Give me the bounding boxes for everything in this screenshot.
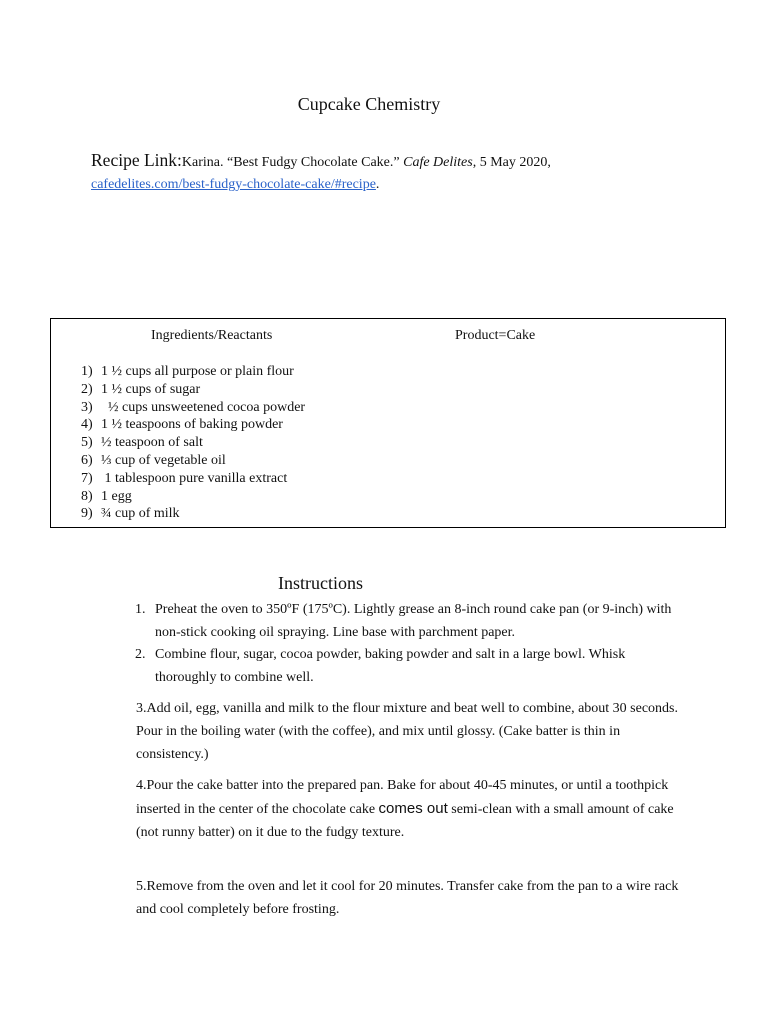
- ingredient-text: 1 ½ cups all purpose or plain flour: [101, 364, 294, 379]
- step-4-text-c: semi-clean with a small amount of cake (not runny batter) on it due to the fudgy texture.: [136, 802, 674, 840]
- instruction-step-3: 3.Add oil, egg, vanilla and milk to the flour mixture and beat well to combine, about 30 seconds. Pour in the boiling water (with the coffee), and mix until glossy. (Cake batter is thin in consistency.): [136, 701, 678, 762]
- ingredients-header: Ingredients/Reactants: [151, 328, 273, 343]
- ingredient-text: 1 tablespoon pure vanilla extract: [101, 470, 288, 486]
- recipe-link-line: [91, 177, 379, 193]
- step-text: Combine flour, sugar, cocoa powder, baking powder and salt in a large bowl. Whisk thoroughly to combine well.: [155, 647, 626, 685]
- instructions-list: [135, 599, 675, 689]
- ingredient-item: [81, 470, 305, 488]
- ingredient-number: 1): [81, 364, 93, 379]
- step-4-text-b: comes out: [378, 800, 448, 817]
- step-4-text-a: 4.Pour the cake batter into the prepared pan. Bake for about 40-45 minutes, or until a toothpick inserted in the center of the chocolate cake: [136, 778, 669, 817]
- recipe-site: Cafe Delites: [403, 155, 473, 170]
- instructions-heading: Instructions: [278, 573, 363, 593]
- ingredient-number: 2): [81, 381, 93, 397]
- step-number: 2.: [135, 647, 146, 662]
- ingredient-item: [81, 434, 305, 452]
- ingredient-text: 1 egg: [101, 488, 132, 504]
- ingredient-text: ¾ cup of milk: [101, 506, 180, 522]
- ingredient-item: [81, 452, 305, 470]
- step-text: Preheat the oven to 350ºF (175ºC). Lightly grease an 8-inch round cake pan (or 9-inch) with non-stick cooking oil spraying. Line base with parchment paper.: [155, 602, 672, 640]
- instruction-step-4: [136, 774, 681, 844]
- ingredient-number: 5): [81, 435, 93, 451]
- step-number: 1.: [135, 602, 146, 617]
- recipe-author: Karina. “Best Fudgy Chocolate Cake.”: [181, 155, 404, 170]
- ingredient-text: 1 ½ teaspoons of baking powder: [101, 417, 283, 433]
- ingredient-text: ⅓ cup of vegetable oil: [101, 452, 226, 468]
- instruction-step: [135, 644, 675, 689]
- ingredients-list: [81, 363, 305, 523]
- ingredient-number: 7): [81, 470, 93, 486]
- ingredients-table: [50, 318, 726, 528]
- ingredient-number: 3): [81, 399, 93, 415]
- recipe-link-suffix: .: [375, 177, 380, 192]
- ingredient-text: 1 ½ cups of sugar: [101, 381, 201, 397]
- recipe-link-label: Recipe Link:: [91, 150, 182, 170]
- ingredient-item: [81, 399, 305, 417]
- ingredient-text: ½ cups unsweetened cocoa powder: [101, 399, 306, 415]
- instruction-step-5: 5.Remove from the oven and let it cool for 20 minutes. Transfer cake from the pan to a wire rack and cool completely before frosting.: [136, 879, 679, 917]
- ingredient-item: [81, 416, 305, 434]
- instruction-step: [135, 599, 675, 644]
- ingredient-item: [81, 381, 305, 399]
- ingredient-text: ½ teaspoon of salt: [101, 435, 203, 451]
- ingredient-number: 4): [81, 417, 93, 433]
- ingredient-number: 8): [81, 488, 93, 504]
- ingredient-number: 9): [81, 506, 93, 522]
- recipe-date: , 5 May 2020,: [472, 155, 551, 170]
- ingredient-item: [81, 505, 305, 523]
- recipe-citation: [91, 150, 551, 171]
- product-header: Product=Cake: [455, 328, 536, 343]
- ingredient-item: [81, 363, 305, 381]
- ingredient-number: 6): [81, 452, 93, 468]
- ingredient-item: [81, 488, 305, 506]
- page-title: Cupcake Chemistry: [297, 94, 441, 114]
- recipe-link[interactable]: cafedelites.com/best-fudgy-chocolate-cake/#recipe: [91, 177, 376, 192]
